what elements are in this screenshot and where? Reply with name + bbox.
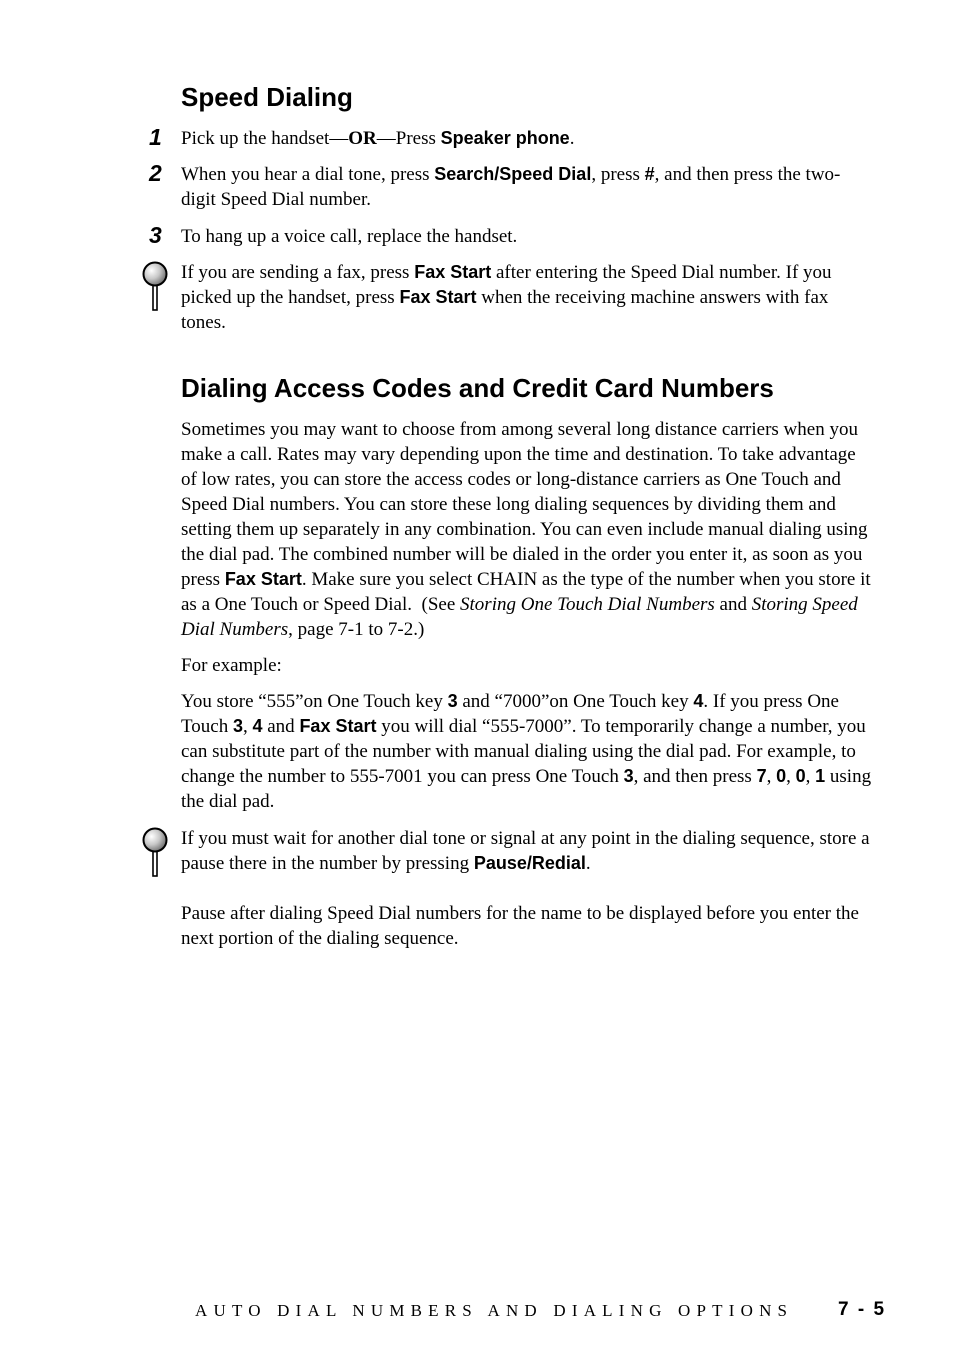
fax-start-key-label: Fax Start (414, 262, 492, 282)
cross-reference-speed-dial: Storing Speed Dial Numbers (181, 594, 858, 640)
footer-section-title: AUTO DIAL NUMBERS AND DIALING OPTIONS (195, 1301, 794, 1320)
note-pause-text: If you must wait for another dial tone or signal at any point in the dialing sequence, store a pause there in the number by pressing Pause/Redial. (181, 828, 870, 874)
step-number-1: 1 (149, 124, 162, 150)
pushpin-note-icon (141, 260, 169, 312)
section-heading-speed-dialing: Speed Dialing (181, 82, 353, 112)
fax-start-key-label: Fax Start (399, 287, 477, 307)
cross-reference-one-touch: Storing One Touch Dial Numbers (460, 594, 715, 615)
step-number-2: 2 (149, 160, 162, 186)
speaker-phone-key-label: Speaker phone (440, 128, 570, 148)
example-paragraph: You store “555”on One Touch key 3 and “7000”on One Touch key 4. If you press One Touch 3, 4 and Fax Start you will dial “555-7000”. To temporarily change a number, you can substitute part of the number with manual dialing using the dial pad. For example, to change the number to 555-7001 you can press One Touch 3, and then press 7, 0, 0, 1 using the dial pad. (181, 691, 872, 812)
pushpin-note-icon (141, 826, 169, 878)
note-fax-start-text: If you are sending a fax, press Fax Start after entering the Speed Dial number. If you picked up the handset, press Fax Start when the receiving machine answers with fax tones. (181, 262, 832, 333)
pause-redial-key-label: Pause/Redial (473, 853, 586, 873)
note-pause-followup-text: Pause after dialing Speed Dial numbers for the name to be displayed before you enter the next portion of the dialing sequence. (181, 903, 859, 949)
step-2-text: When you hear a dial tone, press Search/Speed Dial, press #, and then press the two-digit Speed Dial number. (181, 164, 841, 210)
step-1-text: Pick up the handset—OR—Press Speaker phone. (181, 128, 575, 149)
fax-start-key-label: Fax Start (299, 716, 377, 736)
for-example-label: For example: (181, 655, 282, 676)
hash-key-label: # (644, 164, 655, 184)
footer-page-number: 7 - 5 (838, 1299, 887, 1320)
step-3-text: To hang up a voice call, replace the handset. (181, 226, 518, 247)
access-codes-intro-paragraph: Sometimes you may want to choose from among several long distance carriers when you make a call. Rates may vary depending upon the time and destination. To take advantage of low rates, you can store the access codes or long-distance carriers as One Touch and Speed Dial numbers. You can store these long dialing sequences by dividing them and setting them up separately in any combination. You can even include manual dialing using the dial pad. The combined number will be dialed in the order you enter it, as soon as you press Fax Start. Make sure you select CHAIN as the type of the number when you store it as a One Touch or Speed Dial. (See Storing One Touch Dial Numbers and Storing Speed Dial Numbers, page 7-1 to 7-2.) (181, 419, 871, 640)
fax-start-key-label: Fax Start (224, 569, 302, 589)
section-heading-access-codes: Dialing Access Codes and Credit Card Numbers (181, 373, 774, 403)
step-number-3: 3 (149, 222, 162, 248)
search-speed-dial-key-label: Search/Speed Dial (434, 164, 592, 184)
